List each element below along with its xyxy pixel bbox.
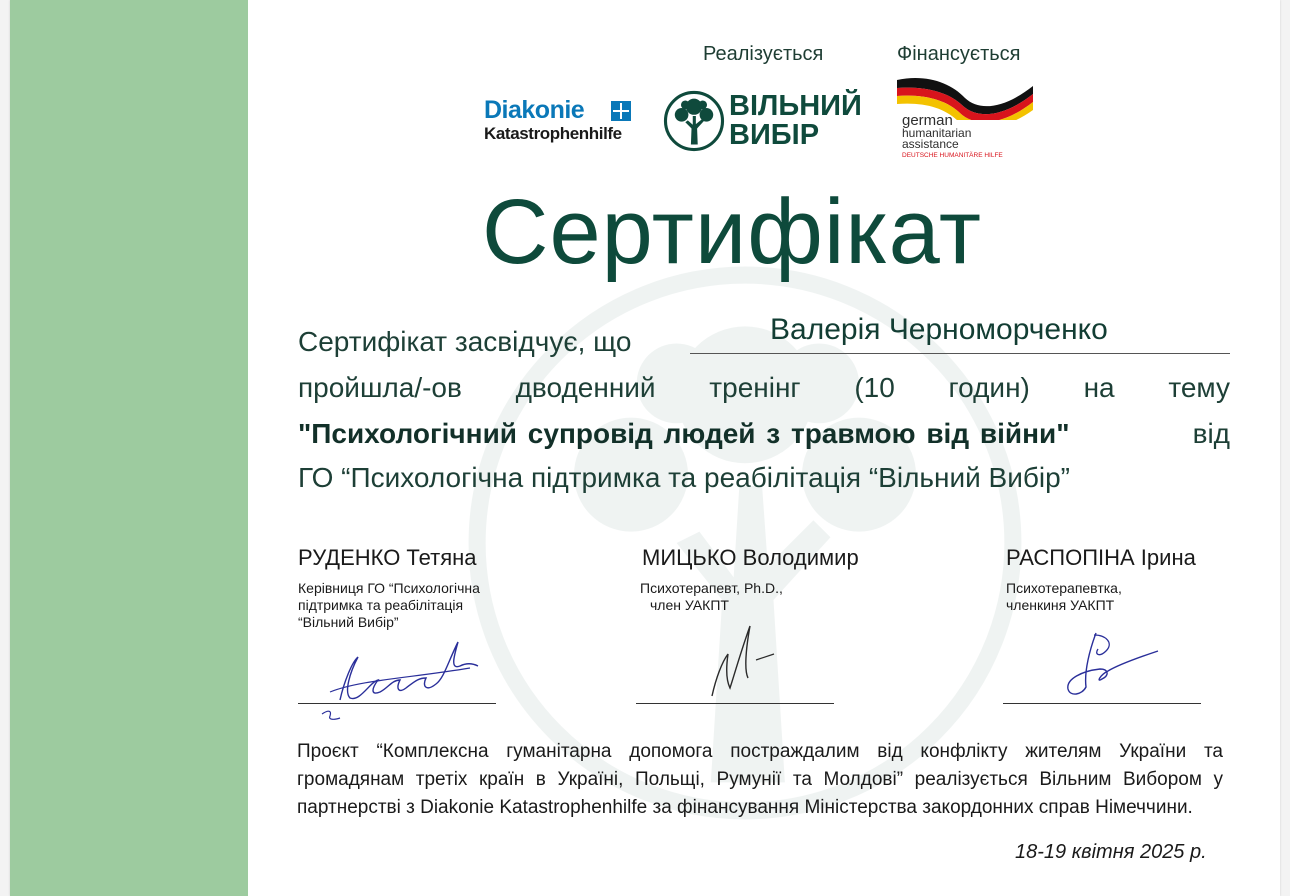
gha-line3: assistance [902,137,959,151]
implemented-label: Реалізується [703,43,824,65]
diakonie-cross-icon [611,101,631,121]
german-humanitarian-assistance-logo [895,76,1045,168]
tree-logo-icon [663,90,725,152]
signatory-2-role [640,580,783,614]
signatory-3-role-line2: членкиня УАКПТ [1006,597,1115,613]
diakonie-logo-subtext: Katastrophenhilfe [484,124,622,143]
from-word: від [1192,418,1230,449]
project-description: Проєкт “Комплексна гуманітарна допомога постраждалим від конфлікту жителям України та громадянам третіх країн в Україні, Польщі, Румунії та Молдові” реалізується Вільним Вибором у партнерстві з Diakonie Katastrophenhilfe за фінансування Міністерства закордонних справ Німеччини. [297,741,1223,818]
certificate-page [10,0,1280,896]
training-topic: "Психологічний супровід людей з травмою від війни" [298,418,1070,449]
training-line: пройшла/-ов дводенний тренінг (10 годин) на тему [298,372,1230,403]
recipient-underline [690,353,1230,354]
signature-3 [1060,625,1170,700]
vilnyi-logo-line2: ВИБІР [729,119,820,151]
signatory-1-role-line1: Керівниця ГО “Психологічна [298,580,480,596]
diakonie-logo-text: Diakonie [484,96,585,124]
vilnyi-vybir-logo [663,90,873,154]
signature-1 [310,622,490,727]
gha-line1: german [902,112,953,129]
certificate-title: Сертифікат [482,181,982,283]
signatory-2-role-line1: Психотерапевт, Ph.D., [640,580,783,596]
signature-2-line [636,703,834,704]
signatory-1-role-line2: підтримка та реабілітація [298,597,464,613]
signatory-1-name: РУДЕНКО Тетяна [298,545,477,570]
diakonie-logo [484,96,644,148]
signatory-2-name: МИЦЬКО Володимир [642,545,859,570]
signature-2 [700,618,790,708]
signature-3-line [1003,703,1201,704]
event-date: 18-19 квітня 2025 р. [1015,841,1207,863]
gha-line4: DEUTSCHE HUMANITÄRE HILFE [902,152,1003,159]
signatory-3-name: РАСПОПІНА Ірина [1006,545,1196,570]
financed-label: Фінансується [897,43,1021,65]
signatory-1-role-line3: “Вільний Вибір” [298,614,399,630]
signatory-3-role-line1: Психотерапевтка, [1006,580,1122,596]
recipient-name: Валерія Черноморченко [770,313,1108,346]
organization-line: ГО “Психологічна підтримка та реабілітація “Вільний Вибір” [298,462,1070,493]
intro-text: Сертифікат засвідчує, що [298,326,632,357]
green-side-band [10,0,248,896]
signatory-3-role [1006,580,1122,614]
signatory-2-role-line2: член УАКПТ [650,597,729,613]
gha-line2: humanitarian [902,126,972,140]
vilnyi-logo-line1: ВІЛЬНИЙ [729,90,862,122]
signature-1-line [298,703,496,704]
topic-line [298,418,1230,450]
